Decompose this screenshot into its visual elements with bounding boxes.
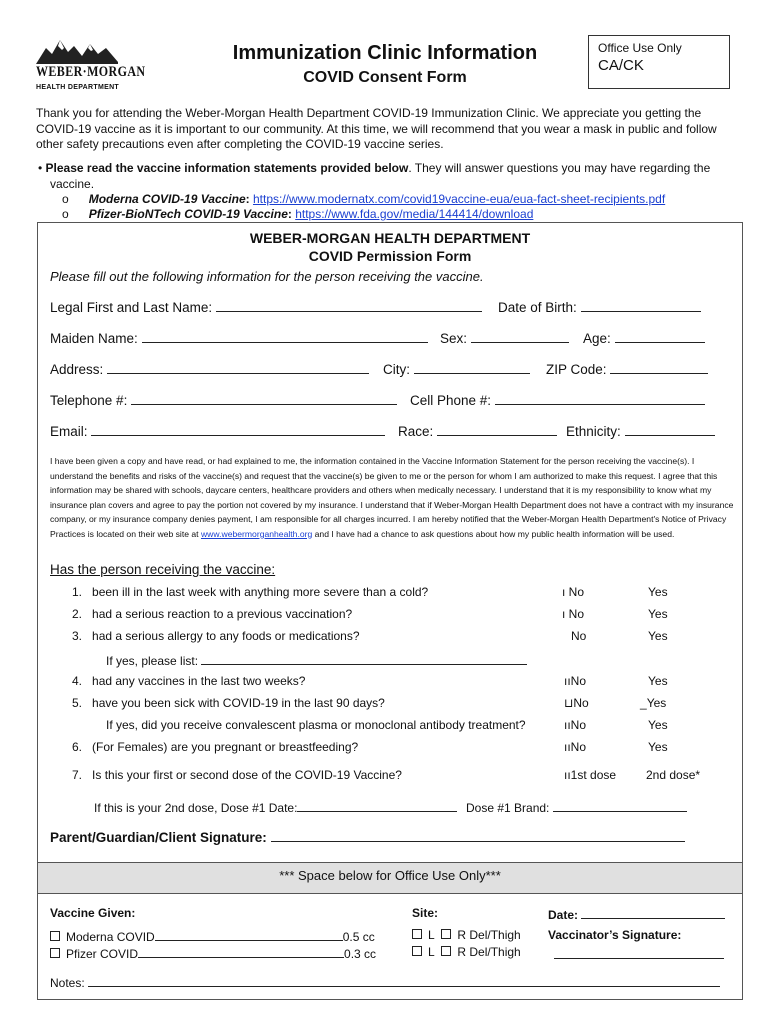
dob-label: Date of Birth: <box>498 300 577 315</box>
site-row-1: L R Del/Thigh <box>412 928 521 942</box>
plasma-yes[interactable]: Yes <box>648 718 668 732</box>
question-5: 5. have you been sick with COVID-19 in the last 90 days? <box>72 696 385 710</box>
consent-legal-text: I have been given a copy and have read, or had explained to me, the information contained in the Vaccine Information Statement for the person receiving the vaccine(s). I understand the benefits and risks of the vaccine(s) and request that the vaccine(s) be given to me or the person for whom I am authorized to make this request. I agree that this information may be shared with schools, daycare centers, healthcare providers and others when medically necessary. I understand that it is my responsibility to know what my insurance plan covers and agree to pay the portion not covered by my insurance. I understand that if Weber-Morgan Health Department does not have a contract with my insurance company, or my insurance company denies payment, I am responsible for all charges incurred. I am hereby notified that the Weber-Morgan Health Department's Notice of Privacy Practices is located on their web site at www.webermorganhealth.org and I have had a chance to ask questions about how my public health information will be used. <box>50 456 734 539</box>
cell-phone-field[interactable] <box>495 392 705 405</box>
pfizer-row: Pfizer COVID 0.3 cc <box>50 945 376 961</box>
question-1: 1. been ill in the last week with anything more severe than a cold? <box>72 585 429 599</box>
site-l-checkbox[interactable] <box>412 929 422 939</box>
telephone-label: Telephone #: <box>50 393 128 408</box>
email-field[interactable] <box>91 423 385 436</box>
signature-row: Parent/Guardian/Client Signature: <box>50 829 685 845</box>
q6-yes[interactable]: Yes <box>648 740 668 754</box>
dose1-brand-row: Dose #1 Brand: <box>466 799 687 815</box>
vis-bullet-rest: . They will answer questions you may have regarding the vaccine. <box>50 161 711 191</box>
notes-row: Notes: <box>50 974 720 990</box>
q3-no[interactable]: No <box>571 629 587 643</box>
office-use-heading: *** Space below for Office Use Only*** <box>279 868 501 883</box>
site-label: Site: <box>412 906 439 920</box>
vis-link-row: o Moderna COVID-19 Vaccine: https://www.modernatx.com/covid19vaccine-eua/eua-fact-sheet-recipients.pdf <box>62 192 666 206</box>
age-label: Age: <box>583 331 611 346</box>
q2-yes[interactable]: Yes <box>648 607 668 621</box>
q6-no[interactable]: ııNo <box>564 740 587 754</box>
page-subtitle: COVID Consent Form <box>303 69 467 86</box>
dose1-date-row: If this is your 2nd dose, Dose #1 Date: <box>94 799 457 815</box>
ethnicity-field[interactable] <box>625 423 715 436</box>
address-label: Address: <box>50 362 104 377</box>
plasma-no[interactable]: ııNo <box>564 718 587 732</box>
form-instructions: Please fill out the following information for the person receiving the vaccine. <box>50 269 484 284</box>
zip-field[interactable] <box>610 361 708 374</box>
moderna-checkbox[interactable] <box>50 931 60 941</box>
q1-yes[interactable]: Yes <box>648 585 668 599</box>
question-7: 7. Is this your first or second dose of the COVID-19 Vaccine? <box>72 768 402 782</box>
legal-name-label: Legal First and Last Name: <box>50 300 213 315</box>
dose1-date-field[interactable] <box>297 799 457 812</box>
pfizer-vis-name: Pfizer-BioNTech COVID-19 Vaccine <box>88 207 288 221</box>
maiden-name-field[interactable] <box>142 330 428 343</box>
question-2: 2. had a serious reaction to a previous vaccination? <box>72 607 353 621</box>
form-title: WEBER-MORGAN HEALTH DEPARTMENT <box>249 230 531 246</box>
question-3: 3. had a serious allergy to any foods or medications? <box>72 629 360 643</box>
site-row-2: L R Del/Thigh <box>412 945 521 959</box>
q4-no[interactable]: ııNo <box>564 674 587 688</box>
form-subtitle: COVID Permission Form <box>308 248 472 264</box>
moderna-vis-name: Moderna COVID-19 Vaccine <box>88 192 246 206</box>
moderna-vis-link[interactable]: https://www.modernatx.com/covid19vaccine-eua/eua-fact-sheet-recipients.pdf <box>252 192 666 206</box>
q1-no[interactable]: ı No <box>562 585 585 599</box>
sex-field[interactable] <box>471 330 569 343</box>
q3-yes[interactable]: Yes <box>648 629 668 643</box>
pfizer-checkbox[interactable] <box>50 948 60 958</box>
moderna-row: Moderna COVID 0.5 cc <box>50 928 375 944</box>
site-r-checkbox[interactable] <box>441 929 451 939</box>
vaccinator-signature-field[interactable] <box>554 958 724 959</box>
page-title: Immunization Clinic Information <box>232 42 538 64</box>
race-field[interactable] <box>437 423 557 436</box>
site-r-checkbox[interactable] <box>441 946 451 956</box>
q7-first-dose[interactable]: ıı1st dose <box>564 768 617 782</box>
questions-heading: Has the person receiving the vaccine: <box>50 562 276 577</box>
notes-field[interactable] <box>88 974 720 987</box>
q2-no[interactable]: ı No <box>562 607 585 621</box>
cell-phone-label: Cell Phone #: <box>410 393 492 408</box>
allergy-list-row: If yes, please list: <box>106 652 527 668</box>
email-label: Email: <box>50 424 88 439</box>
age-field[interactable] <box>615 330 705 343</box>
vaccinator-label: Vaccinator’s Signature: <box>548 928 682 942</box>
address-field[interactable] <box>107 361 369 374</box>
q7-second-dose[interactable]: 2nd dose* <box>646 768 701 782</box>
q5-yes[interactable]: _Yes <box>640 696 667 710</box>
question-6: 6. (For Females) are you pregnant or breastfeeding? <box>72 740 359 754</box>
dob-field[interactable] <box>581 299 701 312</box>
zip-label: ZIP Code: <box>546 362 607 377</box>
question-4: 4. had any vaccines in the last two weeks? <box>72 674 306 688</box>
q4-yes[interactable]: Yes <box>648 674 668 688</box>
city-label: City: <box>383 362 410 377</box>
logo-wordmark: WEBER·MORGAN <box>36 64 146 80</box>
plasma-question: If yes, did you receive convalescent plasma or monoclonal antibody treatment? <box>106 718 526 732</box>
intro-paragraph: Thank you for attending the Weber-Morgan Health Department COVID-19 Immunization Clinic. We appreciate you getting the COVID-19 vaccine as it is important to our community. At this time, we will recommend that you wear a mask in public and follow other safety precautions even after completing the COVID-19 vaccine series. <box>36 106 717 151</box>
race-label: Race: <box>398 424 434 439</box>
dose1-brand-field[interactable] <box>553 799 687 812</box>
date-row: Date: <box>548 906 725 922</box>
ethnicity-label: Ethnicity: <box>566 424 621 439</box>
vis-link-row: o Pfizer-BioNTech COVID-19 Vaccine: https://www.fda.gov/media/144414/download <box>62 207 534 221</box>
office-use-label: Office Use Only <box>598 41 682 55</box>
logo-subtitle: HEALTH DEPARTMENT <box>36 84 120 91</box>
telephone-field[interactable] <box>131 392 397 405</box>
sex-label: Sex: <box>440 331 468 346</box>
date-field[interactable] <box>581 906 725 919</box>
legal-name-field[interactable] <box>216 299 482 312</box>
vis-bullet: • Please read the vaccine information statements provided below. They will answer questions you may have regarding the vaccine. o Moderna COVID-19 Vaccine: https://www.modernatx.com/covid19vaccine-eua/eua-fact-sheet-recipients.pdf o Pfizer-BioNTech COVID-19 Vaccine: https://www.fda.gov/media/144414/download <box>38 161 738 222</box>
q5-no[interactable]: ⊔No <box>564 696 589 710</box>
allergy-list-field[interactable] <box>201 652 527 665</box>
city-field[interactable] <box>414 361 530 374</box>
site-l-checkbox[interactable] <box>412 946 422 956</box>
signature-field[interactable] <box>271 829 685 842</box>
vaccine-given-label: Vaccine Given: <box>50 906 136 920</box>
website-link[interactable]: www.webermorganhealth.org <box>200 528 313 539</box>
office-use-value: CA/CK <box>598 57 644 74</box>
pfizer-vis-link[interactable]: https://www.fda.gov/media/144414/download <box>295 207 534 221</box>
maiden-name-label: Maiden Name: <box>50 331 138 346</box>
vis-bullet-bold: Please read the vaccine information statements provided below <box>45 161 409 175</box>
